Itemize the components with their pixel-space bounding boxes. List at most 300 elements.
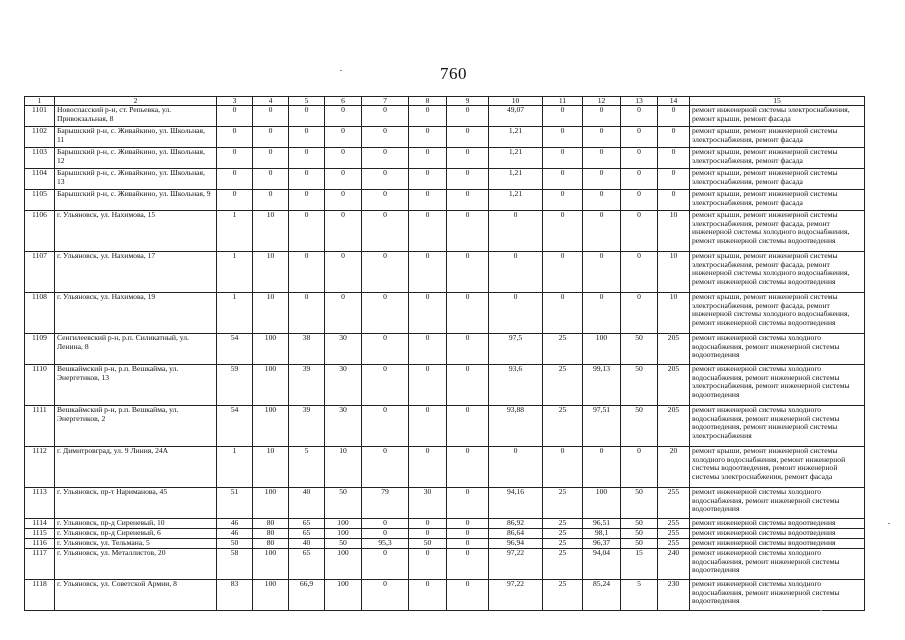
value-cell-c7: 0 [362,334,409,365]
table-row [25,488,865,519]
header-cell: 15 [690,97,865,106]
value-cell-c11: 0 [543,211,583,252]
value-cell-c9: 0 [447,488,489,519]
value-cell-c9: 0 [447,127,489,148]
value-cell-c4: 80 [253,539,289,549]
works-cell: ремонт инженерной системы водоотведения [690,539,865,549]
value-cell-c14: 240 [658,549,690,580]
header-cell: 5 [289,97,325,106]
address-cell: Вешкаймский р-н, р.п. Вешкайма, ул. Энергетиков, 13 [55,365,217,406]
address-cell: г. Ульяновск, ул. Нахимова, 19 [55,293,217,334]
value-cell-c6: 0 [325,106,362,127]
value-cell-c11: 25 [543,334,583,365]
value-cell-c4: 80 [253,529,289,539]
row-number-cell: 1104 [25,169,55,190]
value-cell-c13: 0 [621,148,658,169]
value-cell-c7: 0 [362,293,409,334]
value-cell-c11: 0 [543,293,583,334]
value-cell-c9: 0 [447,334,489,365]
address-cell: г. Ульяновск, ул. Советской Армии, 8 [55,580,217,611]
value-cell-c3: 0 [217,127,253,148]
value-cell-c12: 0 [583,148,621,169]
address-cell: Барышский р-н, с. Живайкино, ул. Школьная, 13 [55,169,217,190]
works-cell: ремонт крыши, ремонт инженерной системы электроснабжения, ремонт фасада, ремонт инженерной системы холодного водоснабжения, ремонт инженерной системы водоотведения [690,293,865,334]
value-cell-c5: 0 [289,106,325,127]
value-cell-c9: 0 [447,406,489,447]
value-cell-c13: 0 [621,127,658,148]
header-cell: 7 [362,97,409,106]
table-row [25,127,865,148]
value-cell-c6: 10 [325,447,362,488]
value-cell-c9: 0 [447,169,489,190]
works-cell: ремонт инженерной системы водоотведения [690,529,865,539]
value-cell-c13: 0 [621,293,658,334]
value-cell-c8: 0 [409,334,447,365]
value-cell-c9: 0 [447,293,489,334]
value-cell-c10: 86,64 [489,529,543,539]
value-cell-c8: 0 [409,549,447,580]
value-cell-c13: 0 [621,252,658,293]
row-number-cell: 1108 [25,293,55,334]
value-cell-c11: 0 [543,127,583,148]
works-cell: ремонт крыши, ремонт инженерной системы электроснабжения, ремонт фасада [690,190,865,211]
value-cell-c5: 40 [289,539,325,549]
value-cell-c6: 0 [325,190,362,211]
table-row [25,529,865,539]
value-cell-c5: 66,9 [289,580,325,611]
value-cell-c7: 79 [362,488,409,519]
value-cell-c6: 0 [325,252,362,293]
row-number-cell: 1105 [25,190,55,211]
value-cell-c14: 0 [658,106,690,127]
value-cell-c8: 0 [409,447,447,488]
value-cell-c7: 0 [362,148,409,169]
value-cell-c5: 0 [289,211,325,252]
value-cell-c11: 25 [543,529,583,539]
value-cell-c4: 100 [253,365,289,406]
value-cell-c8: 0 [409,169,447,190]
value-cell-c14: 10 [658,293,690,334]
scan-speck [888,523,890,524]
value-cell-c5: 0 [289,169,325,190]
header-cell: 11 [543,97,583,106]
address-cell: Барышский р-н, с. Живайкино, ул. Школьная, 9 [55,190,217,211]
address-cell: г. Ульяновск, пр-д Сиреневый, 6 [55,529,217,539]
value-cell-c8: 0 [409,148,447,169]
repair-registry-table [24,96,865,611]
value-cell-c5: 39 [289,406,325,447]
row-number-cell: 1110 [25,365,55,406]
works-cell: ремонт инженерной системы холодного водоснабжения, ремонт инженерной системы водоотведения, ремонт инженерной системы электроснабжения [690,406,865,447]
value-cell-c6: 0 [325,148,362,169]
value-cell-c6: 100 [325,580,362,611]
value-cell-c7: 0 [362,529,409,539]
value-cell-c12: 94,04 [583,549,621,580]
works-cell: ремонт инженерной системы холодного водоснабжения, ремонт инженерной системы водоотведения [690,580,865,611]
value-cell-c5: 65 [289,519,325,529]
value-cell-c12: 96,37 [583,539,621,549]
row-number-cell: 1109 [25,334,55,365]
address-cell: г. Ульяновск, ул. Нахимова, 17 [55,252,217,293]
value-cell-c11: 0 [543,252,583,293]
value-cell-c13: 0 [621,169,658,190]
address-cell: Барышский р-н, с. Живайкино, ул. Школьная, 11 [55,127,217,148]
value-cell-c6: 30 [325,334,362,365]
page-number: 760 [440,64,467,83]
value-cell-c4: 100 [253,549,289,580]
value-cell-c10: 0 [489,211,543,252]
address-cell: Вешкаймский р-н, р.п. Вешкайма, ул. Энергетиков, 2 [55,406,217,447]
header-cell: 8 [409,97,447,106]
value-cell-c11: 0 [543,148,583,169]
value-cell-c10: 86,92 [489,519,543,529]
row-number-cell: 1116 [25,539,55,549]
value-cell-c11: 25 [543,519,583,529]
value-cell-c9: 0 [447,529,489,539]
value-cell-c13: 50 [621,519,658,529]
row-number-cell: 1112 [25,447,55,488]
table-row [25,406,865,447]
value-cell-c7: 0 [362,252,409,293]
value-cell-c11: 25 [543,580,583,611]
works-cell: ремонт крыши, ремонт инженерной системы электроснабжения, ремонт фасада [690,169,865,190]
value-cell-c8: 0 [409,211,447,252]
value-cell-c13: 50 [621,539,658,549]
header-cell: 9 [447,97,489,106]
header-cell: 4 [253,97,289,106]
value-cell-c3: 1 [217,447,253,488]
table-row [25,580,865,611]
header-cell: 13 [621,97,658,106]
row-number-cell: 1117 [25,549,55,580]
value-cell-c9: 0 [447,549,489,580]
value-cell-c4: 0 [253,169,289,190]
value-cell-c13: 50 [621,529,658,539]
table-row [25,365,865,406]
value-cell-c5: 0 [289,252,325,293]
value-cell-c5: 5 [289,447,325,488]
works-cell: ремонт крыши, ремонт инженерной системы электроснабжения, ремонт фасада, ремонт инженерной системы холодного водоснабжения, ремонт инженерной системы водоотведения [690,252,865,293]
value-cell-c12: 0 [583,293,621,334]
value-cell-c10: 0 [489,252,543,293]
value-cell-c6: 0 [325,211,362,252]
value-cell-c3: 54 [217,334,253,365]
value-cell-c9: 0 [447,148,489,169]
value-cell-c3: 46 [217,529,253,539]
value-cell-c8: 0 [409,252,447,293]
works-cell: ремонт крыши, ремонт инженерной системы электроснабжения, ремонт фасада [690,148,865,169]
value-cell-c12: 97,51 [583,406,621,447]
row-number-cell: 1111 [25,406,55,447]
header-cell: 12 [583,97,621,106]
value-cell-c8: 0 [409,519,447,529]
value-cell-c11: 25 [543,406,583,447]
value-cell-c4: 10 [253,211,289,252]
value-cell-c3: 59 [217,365,253,406]
table-row [25,539,865,549]
value-cell-c14: 230 [658,580,690,611]
table-row [25,190,865,211]
value-cell-c13: 0 [621,106,658,127]
value-cell-c4: 80 [253,519,289,529]
value-cell-c9: 0 [447,106,489,127]
table-row [25,211,865,252]
value-cell-c10: 94,16 [489,488,543,519]
value-cell-c4: 0 [253,190,289,211]
value-cell-c12: 100 [583,334,621,365]
table-row [25,148,865,169]
value-cell-c9: 0 [447,539,489,549]
value-cell-c5: 65 [289,549,325,580]
value-cell-c11: 25 [543,549,583,580]
value-cell-c6: 100 [325,529,362,539]
value-cell-c12: 0 [583,211,621,252]
value-cell-c10: 1,21 [489,190,543,211]
address-cell: г. Ульяновск, ул. Нахимова, 15 [55,211,217,252]
header-row [25,97,865,106]
value-cell-c8: 0 [409,127,447,148]
value-cell-c5: 65 [289,529,325,539]
value-cell-c11: 0 [543,169,583,190]
row-number-cell: 1115 [25,529,55,539]
value-cell-c12: 0 [583,127,621,148]
value-cell-c8: 0 [409,106,447,127]
value-cell-c3: 0 [217,106,253,127]
value-cell-c8: 50 [409,539,447,549]
value-cell-c3: 0 [217,169,253,190]
value-cell-c9: 0 [447,211,489,252]
value-cell-c4: 10 [253,447,289,488]
value-cell-c14: 205 [658,365,690,406]
value-cell-c12: 100 [583,488,621,519]
value-cell-c7: 0 [362,580,409,611]
row-number-cell: 1107 [25,252,55,293]
value-cell-c4: 0 [253,148,289,169]
value-cell-c13: 5 [621,580,658,611]
value-cell-c5: 38 [289,334,325,365]
value-cell-c14: 205 [658,406,690,447]
value-cell-c9: 0 [447,190,489,211]
value-cell-c6: 0 [325,169,362,190]
value-cell-c12: 0 [583,190,621,211]
value-cell-c7: 0 [362,127,409,148]
value-cell-c8: 0 [409,580,447,611]
value-cell-c7: 0 [362,406,409,447]
value-cell-c10: 1,21 [489,148,543,169]
value-cell-c7: 0 [362,211,409,252]
address-cell: г. Ульяновск, пр-т Нариманова, 45 [55,488,217,519]
value-cell-c11: 25 [543,365,583,406]
row-number-cell: 1113 [25,488,55,519]
works-cell: ремонт инженерной системы холодного водоснабжения, ремонт инженерной системы водоотведения [690,549,865,580]
value-cell-c9: 0 [447,519,489,529]
address-cell: Сенгилеевский р-н, р.п. Силикатный, ул. Ленина, 8 [55,334,217,365]
value-cell-c14: 0 [658,127,690,148]
value-cell-c5: 0 [289,148,325,169]
value-cell-c10: 1,21 [489,169,543,190]
value-cell-c6: 50 [325,539,362,549]
value-cell-c10: 49,07 [489,106,543,127]
value-cell-c12: 85,24 [583,580,621,611]
value-cell-c3: 83 [217,580,253,611]
value-cell-c6: 0 [325,293,362,334]
table-row [25,293,865,334]
header-cell: 1 [25,97,55,106]
value-cell-c3: 1 [217,252,253,293]
works-cell: ремонт инженерной системы электроснабжения, ремонт крыши, ремонт фасада [690,106,865,127]
value-cell-c3: 1 [217,211,253,252]
table-row [25,447,865,488]
value-cell-c5: 40 [289,488,325,519]
address-cell: г. Ульяновск, ул. Тельмана, 5 [55,539,217,549]
value-cell-c4: 100 [253,334,289,365]
value-cell-c10: 97,22 [489,580,543,611]
value-cell-c13: 50 [621,406,658,447]
scan-speck [820,610,822,611]
value-cell-c6: 100 [325,549,362,580]
value-cell-c6: 50 [325,488,362,519]
row-number-cell: 1114 [25,519,55,529]
value-cell-c14: 0 [658,169,690,190]
value-cell-c5: 39 [289,365,325,406]
value-cell-c14: 0 [658,148,690,169]
value-cell-c13: 0 [621,447,658,488]
value-cell-c10: 93,6 [489,365,543,406]
value-cell-c4: 100 [253,580,289,611]
header-cell: 3 [217,97,253,106]
value-cell-c14: 10 [658,211,690,252]
value-cell-c3: 50 [217,539,253,549]
address-cell: Новоспасский р-н, ст. Репьевка, ул. Привокзальная, 8 [55,106,217,127]
value-cell-c6: 30 [325,365,362,406]
value-cell-c10: 97,5 [489,334,543,365]
row-number-cell: 1118 [25,580,55,611]
value-cell-c13: 0 [621,190,658,211]
value-cell-c8: 0 [409,529,447,539]
works-cell: ремонт крыши, ремонт инженерной системы холодного водоснабжения, ремонт инженерной системы водоотведения, ремонт инженерной системы электроснабжения, ремонт фасада [690,447,865,488]
value-cell-c8: 30 [409,488,447,519]
value-cell-c5: 0 [289,127,325,148]
value-cell-c12: 96,51 [583,519,621,529]
value-cell-c14: 255 [658,529,690,539]
works-cell: ремонт крыши, ремонт инженерной системы электроснабжения, ремонт фасада [690,127,865,148]
address-cell: г. Ульяновск, пр-д Сиреневый, 10 [55,519,217,529]
value-cell-c13: 50 [621,334,658,365]
value-cell-c7: 0 [362,549,409,580]
value-cell-c8: 0 [409,365,447,406]
value-cell-c7: 0 [362,169,409,190]
value-cell-c13: 50 [621,488,658,519]
value-cell-c11: 25 [543,488,583,519]
table-row [25,169,865,190]
value-cell-c10: 96,94 [489,539,543,549]
table-row [25,252,865,293]
value-cell-c4: 10 [253,293,289,334]
value-cell-c7: 0 [362,365,409,406]
works-cell: ремонт инженерной системы холодного водоснабжения, ремонт инженерной системы водоотведения [690,334,865,365]
value-cell-c11: 0 [543,190,583,211]
header-cell: 10 [489,97,543,106]
value-cell-c7: 0 [362,519,409,529]
row-number-cell: 1106 [25,211,55,252]
value-cell-c9: 0 [447,252,489,293]
value-cell-c3: 0 [217,148,253,169]
value-cell-c7: 95,3 [362,539,409,549]
row-number-cell: 1101 [25,106,55,127]
value-cell-c14: 255 [658,539,690,549]
works-cell: ремонт инженерной системы холодного водоснабжения, ремонт инженерной системы водоотведения [690,488,865,519]
value-cell-c8: 0 [409,293,447,334]
address-cell: г. Ульяновск, ул. Металлистов, 20 [55,549,217,580]
value-cell-c9: 0 [447,447,489,488]
value-cell-c5: 0 [289,190,325,211]
works-cell: ремонт инженерной системы холодного водоснабжения, ремонт инженерной системы электроснабжения, ремонт инженерной системы водоотведения [690,365,865,406]
value-cell-c14: 255 [658,488,690,519]
table-row [25,334,865,365]
value-cell-c11: 0 [543,106,583,127]
value-cell-c4: 100 [253,488,289,519]
value-cell-c11: 25 [543,539,583,549]
value-cell-c7: 0 [362,190,409,211]
works-cell: ремонт крыши, ремонт инженерной системы электроснабжения, ремонт фасада, ремонт инженерной системы холодного водоснабжения, ремонт инженерной системы водоотведения [690,211,865,252]
value-cell-c3: 0 [217,190,253,211]
value-cell-c4: 0 [253,106,289,127]
value-cell-c3: 51 [217,488,253,519]
value-cell-c8: 0 [409,190,447,211]
value-cell-c3: 58 [217,549,253,580]
value-cell-c10: 93,88 [489,406,543,447]
value-cell-c12: 0 [583,169,621,190]
value-cell-c9: 0 [447,365,489,406]
address-cell: г. Димитровград, ул. 9 Линия, 24А [55,447,217,488]
value-cell-c10: 97,22 [489,549,543,580]
value-cell-c14: 20 [658,447,690,488]
value-cell-c13: 15 [621,549,658,580]
value-cell-c12: 99,13 [583,365,621,406]
value-cell-c12: 0 [583,252,621,293]
header-cell: 14 [658,97,690,106]
value-cell-c3: 1 [217,293,253,334]
header-cell: 6 [325,97,362,106]
value-cell-c9: 0 [447,580,489,611]
value-cell-c8: 0 [409,406,447,447]
value-cell-c3: 54 [217,406,253,447]
value-cell-c11: 0 [543,447,583,488]
value-cell-c14: 0 [658,190,690,211]
value-cell-c13: 0 [621,211,658,252]
value-cell-c4: 10 [253,252,289,293]
value-cell-c10: 1,21 [489,127,543,148]
table-row [25,106,865,127]
value-cell-c14: 205 [658,334,690,365]
value-cell-c5: 0 [289,293,325,334]
header-cell: 2 [55,97,217,106]
works-cell: ремонт инженерной системы водоотведения [690,519,865,529]
value-cell-c12: 98,1 [583,529,621,539]
value-cell-c7: 0 [362,106,409,127]
table-row [25,549,865,580]
value-cell-c4: 0 [253,127,289,148]
value-cell-c12: 0 [583,447,621,488]
value-cell-c13: 50 [621,365,658,406]
value-cell-c3: 46 [217,519,253,529]
value-cell-c4: 100 [253,406,289,447]
value-cell-c14: 255 [658,519,690,529]
value-cell-c12: 0 [583,106,621,127]
value-cell-c7: 0 [362,447,409,488]
value-cell-c14: 10 [658,252,690,293]
value-cell-c6: 100 [325,519,362,529]
